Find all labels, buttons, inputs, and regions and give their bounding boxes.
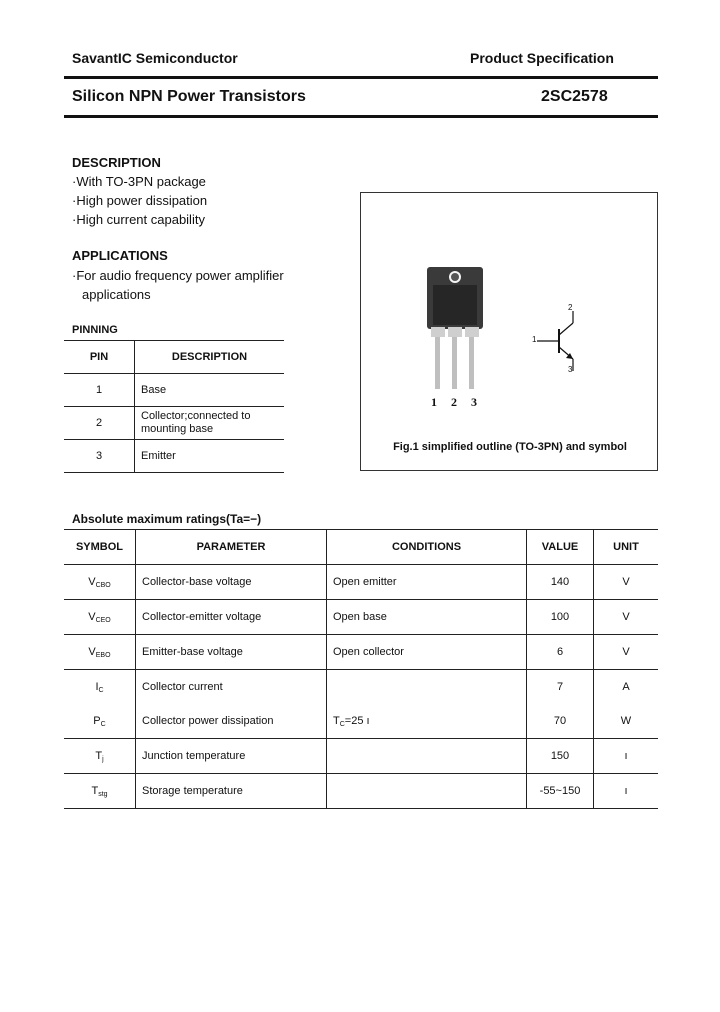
value-cell: 140	[527, 565, 594, 600]
value-cell: -55~150	[527, 774, 594, 809]
applications-heading: APPLICATIONS	[72, 248, 168, 263]
pin-number: 3	[64, 440, 135, 473]
conditions-cell	[327, 774, 527, 809]
value-cell: 150	[527, 739, 594, 774]
symbol-column-header: SYMBOL	[64, 530, 136, 565]
parameter-column-header: PARAMETER	[136, 530, 327, 565]
ratings-table	[64, 529, 658, 809]
conditions-cell: Open collector	[327, 635, 527, 670]
pin-description: Base	[135, 374, 285, 407]
unit-cell: ı	[594, 739, 659, 774]
value-cell: 70	[527, 704, 594, 739]
pin-description: Emitter	[135, 440, 285, 473]
application-item-cont: applications	[82, 287, 151, 302]
parameter-cell: Collector current	[136, 670, 327, 705]
symbol-emitter-label: 3	[568, 365, 573, 374]
description-column-header: DESCRIPTION	[135, 341, 285, 374]
table-row	[64, 774, 658, 809]
unit-cell: V	[594, 565, 659, 600]
table-row	[64, 635, 658, 670]
unit-cell: W	[594, 704, 659, 739]
header-rule-bottom	[64, 115, 658, 118]
package-pin-label: 1	[431, 395, 437, 409]
description-item: ·High power dissipation	[72, 193, 208, 208]
pin-number: 1	[64, 374, 135, 407]
pinning-table	[64, 340, 284, 473]
table-row	[64, 440, 284, 473]
symbol-cell: $V_{CBO}$	[64, 565, 136, 600]
package-outline-image	[361, 193, 657, 433]
conditions-cell: Open emitter	[327, 565, 527, 600]
unit-cell: ı	[594, 774, 659, 809]
table-row	[64, 374, 284, 407]
parameter-cell: Emitter-base voltage	[136, 635, 327, 670]
header-rule-top	[64, 76, 658, 79]
value-column-header: VALUE	[527, 530, 594, 565]
description-heading: DESCRIPTION	[72, 155, 161, 170]
symbol-cell: $T_{stg}$	[64, 774, 136, 809]
conditions-cell: Open base	[327, 600, 527, 635]
table-row	[64, 739, 658, 774]
conditions-cell	[327, 739, 527, 774]
value-cell: 100	[527, 600, 594, 635]
parameter-cell: Collector power dissipation	[136, 704, 327, 739]
part-number: 2SC2578	[541, 88, 608, 105]
conditions-cell: $T_C=25$ ı	[327, 704, 527, 739]
parameter-cell: Collector-base voltage	[136, 565, 327, 600]
figure-box	[360, 192, 658, 471]
table-row	[64, 600, 658, 635]
unit-column-header: UNIT	[594, 530, 659, 565]
symbol-collector-label: 2	[568, 303, 573, 312]
unit-cell: V	[594, 635, 659, 670]
ratings-heading: Absolute maximum ratings(Ta=−)	[72, 512, 262, 526]
pin-description: Collector;connected to mounting base	[135, 407, 285, 440]
package-pin-label: 2	[451, 395, 457, 409]
parameter-cell: Collector-emitter voltage	[136, 600, 327, 635]
symbol-cell: $V_{CEO}$	[64, 600, 136, 635]
table-row	[64, 670, 658, 705]
pin-column-header: PIN	[64, 341, 135, 374]
symbol-cell: $I_C$	[64, 670, 136, 705]
package-pin-label: 3	[471, 395, 477, 409]
company-name: SavantIC Semiconductor	[72, 50, 238, 66]
table-row	[64, 565, 658, 600]
table-row	[64, 704, 658, 739]
parameter-cell: Storage temperature	[136, 774, 327, 809]
value-cell: 7	[527, 670, 594, 705]
pinning-heading: PINNING	[72, 324, 118, 336]
document-type: Product Specification	[470, 50, 614, 66]
figure-caption: Fig.1 simplified outline (TO-3PN) and symbol	[393, 441, 627, 453]
description-item: ·With TO-3PN package	[72, 174, 206, 189]
pin-number: 2	[64, 407, 135, 440]
symbol-base-label: 1	[532, 335, 537, 344]
value-cell: 6	[527, 635, 594, 670]
symbol-cell: $T_j$	[64, 739, 136, 774]
parameter-cell: Junction temperature	[136, 739, 327, 774]
table-row	[64, 407, 284, 440]
conditions-column-header: CONDITIONS	[327, 530, 527, 565]
symbol-cell: $V_{EBO}$	[64, 635, 136, 670]
unit-cell: V	[594, 600, 659, 635]
description-item: ·High current capability	[72, 212, 205, 227]
product-line-title: Silicon NPN Power Transistors	[72, 88, 306, 105]
conditions-cell	[327, 670, 527, 705]
unit-cell: A	[594, 670, 659, 705]
symbol-cell: $P_C$	[64, 704, 136, 739]
application-item: ·For audio frequency power amplifier	[72, 268, 284, 283]
